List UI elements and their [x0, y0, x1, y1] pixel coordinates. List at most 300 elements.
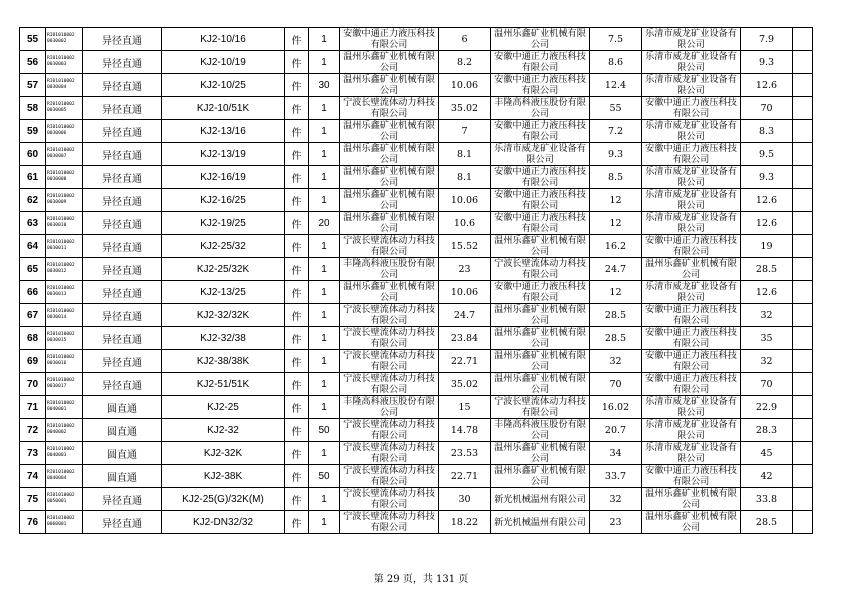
model-cell: KJ2-16/19 [162, 166, 285, 189]
table-row [20, 488, 813, 511]
supplier-2-cell: 温州乐鑫矿业机械有限公司 [491, 373, 590, 396]
empty-cell [793, 511, 813, 534]
row-number-cell: 65 [20, 258, 46, 281]
supplier-1-cell: 宁波长壁流体动力科技有限公司 [340, 327, 439, 350]
price-3-cell: 9.3 [741, 166, 793, 189]
supplier-1-cell: 宁波长壁流体动力科技有限公司 [340, 465, 439, 488]
table-row [20, 465, 813, 488]
quantity-cell: 50 [309, 465, 340, 488]
price-3-cell: 12.6 [741, 281, 793, 304]
material-code-line: RI01010002 [47, 424, 75, 429]
supplier-1-cell: 宁波长壁流体动力科技有限公司 [340, 419, 439, 442]
price-1-cell: 10.06 [439, 74, 491, 97]
material-code-line: RI01010002 [47, 401, 75, 406]
price-2-cell: 12.4 [590, 74, 642, 97]
supplier-3-cell: 乐清市威龙矿业设备有限公司 [642, 74, 741, 97]
material-code-cell [46, 488, 83, 511]
price-1-cell: 10.06 [439, 189, 491, 212]
item-name-cell: 圆直通 [83, 396, 162, 419]
material-code-cell [46, 396, 83, 419]
material-code-line: 0030012 [47, 269, 67, 274]
row-number-cell: 70 [20, 373, 46, 396]
price-2-cell: 7.2 [590, 120, 642, 143]
price-1-cell: 8.1 [439, 166, 491, 189]
unit-cell: 件 [285, 51, 309, 74]
model-cell: KJ2-25 [162, 396, 285, 419]
price-1-cell: 14.78 [439, 419, 491, 442]
row-number-cell: 74 [20, 465, 46, 488]
quantity-cell: 1 [309, 281, 340, 304]
row-number-cell: 57 [20, 74, 46, 97]
model-cell: KJ2-10/16 [162, 28, 285, 51]
supplier-2-cell: 新光机械温州有限公司 [491, 488, 590, 511]
material-code-line: RI01010002 [47, 148, 75, 153]
item-name-cell: 异径直通 [83, 97, 162, 120]
empty-cell [793, 350, 813, 373]
table-row [20, 258, 813, 281]
price-2-cell: 20.7 [590, 419, 642, 442]
material-code-line: RI01010002 [47, 240, 75, 245]
unit-cell: 件 [285, 350, 309, 373]
material-code-cell [46, 350, 83, 373]
material-code-line: RI01010002 [47, 102, 75, 107]
item-name-cell: 异径直通 [83, 143, 162, 166]
row-number-cell: 68 [20, 327, 46, 350]
empty-cell [793, 373, 813, 396]
empty-cell [793, 465, 813, 488]
supplier-3-cell: 安徽中通正力液压科技有限公司 [642, 97, 741, 120]
item-name-cell: 异径直通 [83, 304, 162, 327]
price-2-cell: 32 [590, 488, 642, 511]
price-1-cell: 7 [439, 120, 491, 143]
supplier-1-cell: 丰隆高科液压股份有限公司 [340, 258, 439, 281]
unit-cell: 件 [285, 281, 309, 304]
row-number-cell: 55 [20, 28, 46, 51]
price-2-cell: 16.2 [590, 235, 642, 258]
supplier-3-cell: 温州乐鑫矿业机械有限公司 [642, 488, 741, 511]
material-code-cell [46, 212, 83, 235]
material-code-cell [46, 258, 83, 281]
material-code-line: 0030003 [47, 62, 67, 67]
row-number-cell: 64 [20, 235, 46, 258]
supplier-1-cell: 温州乐鑫矿业机械有限公司 [340, 189, 439, 212]
material-code-line: 0030006 [47, 131, 67, 136]
model-cell: KJ2-38K [162, 465, 285, 488]
model-cell: KJ2-25/32 [162, 235, 285, 258]
supplier-2-cell: 丰隆高科液压股份有限公司 [491, 419, 590, 442]
unit-cell: 件 [285, 488, 309, 511]
model-cell: KJ2-32K [162, 442, 285, 465]
unit-cell: 件 [285, 212, 309, 235]
material-code-cell [46, 465, 83, 488]
price-1-cell: 30 [439, 488, 491, 511]
material-code-cell [46, 28, 83, 51]
quantity-cell: 1 [309, 327, 340, 350]
table-row [20, 143, 813, 166]
price-1-cell: 23 [439, 258, 491, 281]
unit-cell: 件 [285, 442, 309, 465]
price-3-cell: 19 [741, 235, 793, 258]
material-code-cell [46, 235, 83, 258]
material-code-line: RI01010002 [47, 470, 75, 475]
material-code-line: RI01010002 [47, 332, 75, 337]
price-3-cell: 42 [741, 465, 793, 488]
row-number-cell: 63 [20, 212, 46, 235]
model-cell: KJ2-25(G)/32K(M) [162, 488, 285, 511]
price-2-cell: 9.3 [590, 143, 642, 166]
supplier-3-cell: 乐清市威龙矿业设备有限公司 [642, 396, 741, 419]
price-2-cell: 32 [590, 350, 642, 373]
supplier-1-cell: 宁波长壁流体动力科技有限公司 [340, 304, 439, 327]
unit-cell: 件 [285, 235, 309, 258]
item-name-cell: 异径直通 [83, 166, 162, 189]
price-2-cell: 12 [590, 189, 642, 212]
supplier-3-cell: 安徽中通正力液压科技有限公司 [642, 143, 741, 166]
row-number-cell: 58 [20, 97, 46, 120]
model-cell: KJ2-10/51K [162, 97, 285, 120]
price-3-cell: 45 [741, 442, 793, 465]
price-1-cell: 35.02 [439, 373, 491, 396]
price-2-cell: 34 [590, 442, 642, 465]
supplier-2-cell: 温州乐鑫矿业机械有限公司 [491, 465, 590, 488]
table-row [20, 120, 813, 143]
table-row [20, 327, 813, 350]
quantity-cell: 1 [309, 396, 340, 419]
quantity-cell: 30 [309, 74, 340, 97]
supplier-2-cell: 温州乐鑫矿业机械有限公司 [491, 235, 590, 258]
supplier-3-cell: 乐清市威龙矿业设备有限公司 [642, 51, 741, 74]
model-cell: KJ2-13/19 [162, 143, 285, 166]
material-code-line: 0030011 [47, 246, 67, 251]
model-cell: KJ2-13/25 [162, 281, 285, 304]
empty-cell [793, 166, 813, 189]
item-name-cell: 异径直通 [83, 350, 162, 373]
material-code-line: RI01010002 [47, 286, 75, 291]
supplier-2-cell: 丰隆高科液压股份有限公司 [491, 97, 590, 120]
item-name-cell: 异径直通 [83, 212, 162, 235]
unit-cell: 件 [285, 304, 309, 327]
item-name-cell: 异径直通 [83, 373, 162, 396]
table-row [20, 212, 813, 235]
supplier-2-cell: 温州乐鑫矿业机械有限公司 [491, 304, 590, 327]
supplier-2-cell: 安徽中通正力液压科技有限公司 [491, 120, 590, 143]
item-name-cell: 异径直通 [83, 488, 162, 511]
row-number-cell: 72 [20, 419, 46, 442]
row-number-cell: 67 [20, 304, 46, 327]
row-number-cell: 71 [20, 396, 46, 419]
model-cell: KJ2-13/16 [162, 120, 285, 143]
item-name-cell: 异径直通 [83, 281, 162, 304]
supplier-3-cell: 乐清市威龙矿业设备有限公司 [642, 281, 741, 304]
unit-cell: 件 [285, 143, 309, 166]
supplier-3-cell: 乐清市威龙矿业设备有限公司 [642, 212, 741, 235]
item-name-cell: 异径直通 [83, 51, 162, 74]
table-row [20, 396, 813, 419]
material-code-line: RI01010002 [47, 263, 75, 268]
material-code-line: 0030005 [47, 108, 67, 113]
empty-cell [793, 51, 813, 74]
material-code-line: 0050001 [47, 499, 67, 504]
table-row [20, 189, 813, 212]
model-cell: KJ2-19/25 [162, 212, 285, 235]
table-row [20, 166, 813, 189]
supplier-2-cell: 新光机械温州有限公司 [491, 511, 590, 534]
material-code-line: 0030002 [47, 39, 67, 44]
row-number-cell: 59 [20, 120, 46, 143]
empty-cell [793, 396, 813, 419]
supplier-1-cell: 温州乐鑫矿业机械有限公司 [340, 212, 439, 235]
price-1-cell: 23.84 [439, 327, 491, 350]
model-cell: KJ2-38/38K [162, 350, 285, 373]
material-code-line: 0030009 [47, 200, 67, 205]
supplier-1-cell: 安徽中通正力液压科技有限公司 [340, 28, 439, 51]
supplier-3-cell: 温州乐鑫矿业机械有限公司 [642, 258, 741, 281]
supplier-2-cell: 安徽中通正力液压科技有限公司 [491, 51, 590, 74]
quantity-cell: 1 [309, 235, 340, 258]
supplier-2-cell: 安徽中通正力液压科技有限公司 [491, 166, 590, 189]
material-code-line: 0040002 [47, 430, 67, 435]
quantity-cell: 1 [309, 189, 340, 212]
item-name-cell: 异径直通 [83, 28, 162, 51]
material-code-line: RI01010002 [47, 493, 75, 498]
item-name-cell: 异径直通 [83, 189, 162, 212]
material-code-line: RI01010002 [47, 378, 75, 383]
item-name-cell: 异径直通 [83, 235, 162, 258]
item-name-cell: 异径直通 [83, 327, 162, 350]
model-cell: KJ2-DN32/32 [162, 511, 285, 534]
row-number-cell: 56 [20, 51, 46, 74]
item-name-cell: 异径直通 [83, 258, 162, 281]
model-cell: KJ2-16/25 [162, 189, 285, 212]
price-2-cell: 16.02 [590, 396, 642, 419]
price-1-cell: 22.71 [439, 465, 491, 488]
material-code-cell [46, 120, 83, 143]
empty-cell [793, 120, 813, 143]
model-cell: KJ2-51/51K [162, 373, 285, 396]
table-row [20, 350, 813, 373]
empty-cell [793, 304, 813, 327]
supplier-3-cell: 安徽中通正力液压科技有限公司 [642, 465, 741, 488]
supplier-1-cell: 温州乐鑫矿业机械有限公司 [340, 51, 439, 74]
material-code-line: 0030017 [47, 384, 67, 389]
unit-cell: 件 [285, 28, 309, 51]
empty-cell [793, 488, 813, 511]
supplier-2-cell: 安徽中通正力液压科技有限公司 [491, 189, 590, 212]
material-code-line: RI01010002 [47, 355, 75, 360]
item-name-cell: 圆直通 [83, 419, 162, 442]
price-3-cell: 32 [741, 350, 793, 373]
material-code-cell [46, 373, 83, 396]
table-row [20, 51, 813, 74]
supplier-1-cell: 宁波长壁流体动力科技有限公司 [340, 350, 439, 373]
unit-cell: 件 [285, 419, 309, 442]
supplier-3-cell: 安徽中通正力液压科技有限公司 [642, 235, 741, 258]
quantity-cell: 1 [309, 28, 340, 51]
material-code-cell [46, 74, 83, 97]
quantity-cell: 1 [309, 143, 340, 166]
material-code-line: RI01010002 [47, 217, 75, 222]
supplier-1-cell: 宁波长壁流体动力科技有限公司 [340, 488, 439, 511]
table-row [20, 442, 813, 465]
price-3-cell: 12.6 [741, 212, 793, 235]
price-3-cell: 28.5 [741, 258, 793, 281]
supplier-1-cell: 温州乐鑫矿业机械有限公司 [340, 166, 439, 189]
supplier-1-cell: 宁波长壁流体动力科技有限公司 [340, 511, 439, 534]
item-name-cell: 圆直通 [83, 442, 162, 465]
model-cell: KJ2-32/32K [162, 304, 285, 327]
supplier-2-cell: 安徽中通正力液压科技有限公司 [491, 212, 590, 235]
supplier-2-cell: 宁波长壁流体动力科技有限公司 [491, 258, 590, 281]
quantity-cell: 1 [309, 166, 340, 189]
material-code-line: 0040001 [47, 407, 67, 412]
supplier-3-cell: 乐清市威龙矿业设备有限公司 [642, 189, 741, 212]
supplier-2-cell: 乐清市威龙矿业设备有限公司 [491, 143, 590, 166]
table-row [20, 281, 813, 304]
price-1-cell: 35.02 [439, 97, 491, 120]
price-1-cell: 23.53 [439, 442, 491, 465]
price-3-cell: 7.9 [741, 28, 793, 51]
price-1-cell: 10.06 [439, 281, 491, 304]
price-2-cell: 8.6 [590, 51, 642, 74]
empty-cell [793, 327, 813, 350]
supplier-3-cell: 安徽中通正力液压科技有限公司 [642, 350, 741, 373]
material-code-line: RI01010002 [47, 125, 75, 130]
supplier-3-cell: 安徽中通正力液压科技有限公司 [642, 327, 741, 350]
table-row [20, 304, 813, 327]
price-3-cell: 28.3 [741, 419, 793, 442]
item-name-cell: 异径直通 [83, 511, 162, 534]
material-code-line: 0030004 [47, 85, 67, 90]
price-3-cell: 70 [741, 373, 793, 396]
unit-cell: 件 [285, 120, 309, 143]
table-row [20, 419, 813, 442]
model-cell: KJ2-10/25 [162, 74, 285, 97]
price-1-cell: 24.7 [439, 304, 491, 327]
price-2-cell: 8.5 [590, 166, 642, 189]
supplier-3-cell: 乐清市威龙矿业设备有限公司 [642, 442, 741, 465]
unit-cell: 件 [285, 396, 309, 419]
item-name-cell: 异径直通 [83, 120, 162, 143]
quantity-cell: 1 [309, 304, 340, 327]
supplier-1-cell: 温州乐鑫矿业机械有限公司 [340, 74, 439, 97]
material-code-cell [46, 143, 83, 166]
price-3-cell: 33.8 [741, 488, 793, 511]
empty-cell [793, 97, 813, 120]
price-1-cell: 15 [439, 396, 491, 419]
material-code-cell [46, 51, 83, 74]
supplier-1-cell: 宁波长壁流体动力科技有限公司 [340, 235, 439, 258]
quantity-cell: 1 [309, 350, 340, 373]
price-1-cell: 6 [439, 28, 491, 51]
material-code-cell [46, 442, 83, 465]
price-2-cell: 12 [590, 281, 642, 304]
table-row [20, 74, 813, 97]
material-code-line: 0030014 [47, 315, 67, 320]
price-3-cell: 8.3 [741, 120, 793, 143]
material-code-line: 0030016 [47, 361, 67, 366]
supplier-2-cell: 温州乐鑫矿业机械有限公司 [491, 327, 590, 350]
row-number-cell: 69 [20, 350, 46, 373]
page-footer: 第 29 页，共 131 页 [373, 574, 469, 585]
unit-cell: 件 [285, 74, 309, 97]
row-number-cell: 76 [20, 511, 46, 534]
unit-cell: 件 [285, 166, 309, 189]
quantity-cell: 1 [309, 373, 340, 396]
supplier-1-cell: 宁波长壁流体动力科技有限公司 [340, 97, 439, 120]
material-code-cell [46, 419, 83, 442]
quotation-table-body [20, 28, 813, 534]
price-1-cell: 22.71 [439, 350, 491, 373]
price-2-cell: 28.5 [590, 304, 642, 327]
empty-cell [793, 419, 813, 442]
price-3-cell: 22.9 [741, 396, 793, 419]
quantity-cell: 1 [309, 97, 340, 120]
row-number-cell: 73 [20, 442, 46, 465]
material-code-line: 0040004 [47, 476, 67, 481]
empty-cell [793, 74, 813, 97]
material-code-line: 0030015 [47, 338, 67, 343]
model-cell: KJ2-32/38 [162, 327, 285, 350]
supplier-2-cell: 温州乐鑫矿业机械有限公司 [491, 442, 590, 465]
supplier-3-cell: 温州乐鑫矿业机械有限公司 [642, 511, 741, 534]
empty-cell [793, 212, 813, 235]
empty-cell [793, 28, 813, 51]
material-code-line: RI01010002 [47, 309, 75, 314]
supplier-1-cell: 宁波长壁流体动力科技有限公司 [340, 442, 439, 465]
price-3-cell: 9.5 [741, 143, 793, 166]
supplier-2-cell: 宁波长壁流体动力科技有限公司 [491, 396, 590, 419]
material-code-cell [46, 97, 83, 120]
price-2-cell: 70 [590, 373, 642, 396]
material-code-cell [46, 304, 83, 327]
model-cell: KJ2-32 [162, 419, 285, 442]
quantity-cell: 1 [309, 511, 340, 534]
unit-cell: 件 [285, 327, 309, 350]
table-row [20, 97, 813, 120]
row-number-cell: 66 [20, 281, 46, 304]
material-code-cell [46, 327, 83, 350]
table-row [20, 28, 813, 51]
price-1-cell: 18.22 [439, 511, 491, 534]
supplier-2-cell: 安徽中通正力液压科技有限公司 [491, 281, 590, 304]
price-3-cell: 32 [741, 304, 793, 327]
supplier-3-cell: 乐清市威龙矿业设备有限公司 [642, 120, 741, 143]
quantity-cell: 1 [309, 488, 340, 511]
model-cell: KJ2-10/19 [162, 51, 285, 74]
material-code-line: 0030007 [47, 154, 67, 159]
material-code-line: RI01010002 [47, 516, 75, 521]
supplier-2-cell: 温州乐鑫矿业机械有限公司 [491, 350, 590, 373]
price-2-cell: 12 [590, 212, 642, 235]
empty-cell [793, 442, 813, 465]
supplier-2-cell: 温州乐鑫矿业机械有限公司 [491, 28, 590, 51]
material-code-line: RI01010002 [47, 56, 75, 61]
row-number-cell: 75 [20, 488, 46, 511]
material-code-line: 0030010 [47, 223, 67, 228]
material-code-line: RI01010002 [47, 447, 75, 452]
supplier-3-cell: 安徽中通正力液压科技有限公司 [642, 373, 741, 396]
price-2-cell: 55 [590, 97, 642, 120]
supplier-1-cell: 丰隆高科液压股份有限公司 [340, 396, 439, 419]
supplier-3-cell: 乐清市威龙矿业设备有限公司 [642, 28, 741, 51]
price-2-cell: 28.5 [590, 327, 642, 350]
quantity-cell: 20 [309, 212, 340, 235]
item-name-cell: 异径直通 [83, 74, 162, 97]
supplier-1-cell: 温州乐鑫矿业机械有限公司 [340, 281, 439, 304]
supplier-3-cell: 乐清市威龙矿业设备有限公司 [642, 419, 741, 442]
supplier-1-cell: 温州乐鑫矿业机械有限公司 [340, 120, 439, 143]
unit-cell: 件 [285, 373, 309, 396]
